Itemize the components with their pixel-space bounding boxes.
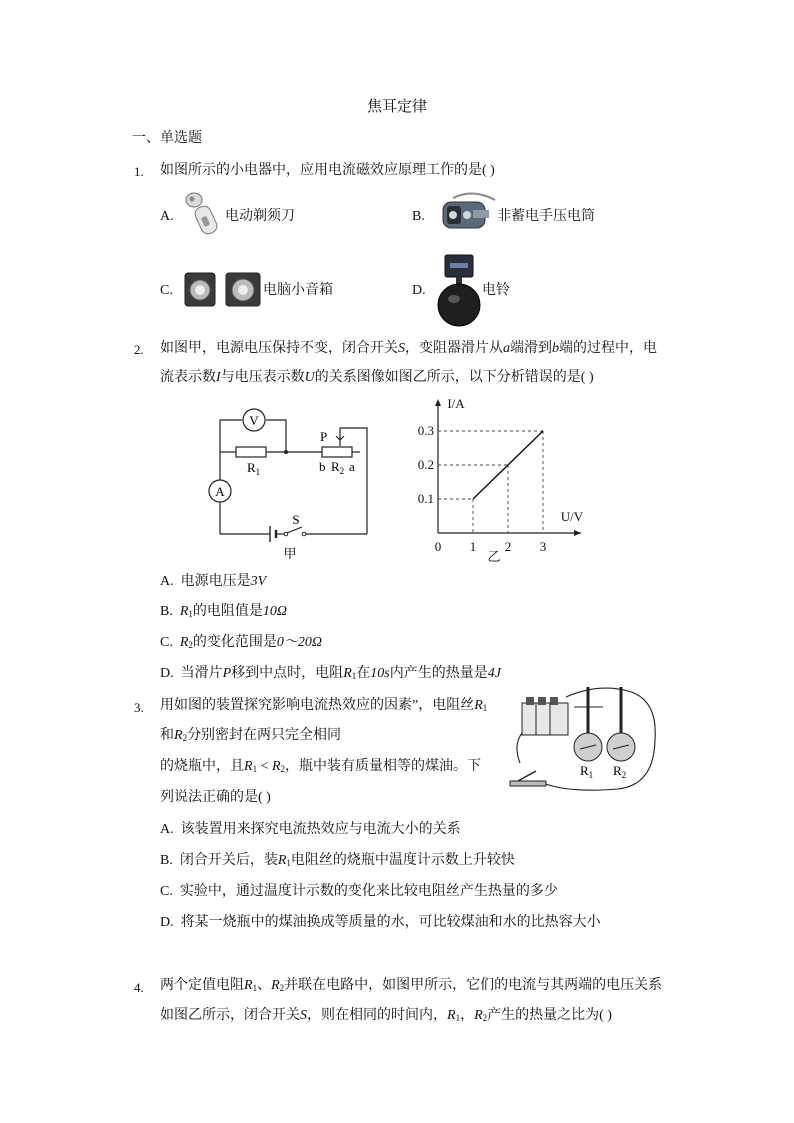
q3-option-a: A. 该装置用来探究电流热效应与电流大小的关系 (160, 822, 461, 837)
x-tick-label-3: 3 (539, 539, 547, 554)
origin-label: 0 (434, 539, 442, 554)
q1-option-b-text: 非蓄电手压电筒 (497, 209, 595, 224)
flask-r2-label: $R_2$ (613, 763, 627, 780)
q1-number: 1. (134, 164, 144, 179)
chart-caption: 乙 (487, 549, 501, 563)
electric-shaver-icon (180, 190, 226, 240)
switch-label: S (292, 512, 300, 527)
q2-option-a: A. 电源电压是3V (160, 574, 267, 589)
circuit-diagram-jia (200, 400, 380, 565)
q4-stem-line1: 两个定值电阻$R_1$、$R_2$并联在电路中，如图甲所示，它们的电流与其两端的电压关系 (160, 978, 663, 993)
knife-switch (510, 771, 546, 786)
q2-stem-line1: 如图甲，电源电压保持不变，闭合开关S，变阻器滑片从a端滑到b端的过程中，电 (160, 341, 657, 356)
q1-stem: 如图所示的小电器中，应用电流磁效应原理工作的是( ) (160, 163, 495, 178)
q1-option-b-letter: B. (412, 209, 425, 224)
q3-stem-line1: 用如图的装置探究影响电流热效应的因素”，电阻丝$R_1$ (160, 698, 488, 713)
y-tick-label-1: 0.1 (417, 491, 434, 506)
r1-label: $R_1$ (247, 460, 261, 477)
rheostat-r2 (322, 447, 352, 457)
series-line (473, 431, 543, 499)
q3-option-b: B. 闭合开关后，装$R_1$电阻丝的烧瓶中温度计示数上升较快 (160, 853, 515, 868)
end-a-label: a (349, 459, 355, 474)
q4-number: 4. (134, 980, 144, 995)
q1-option-d-text: 电铃 (482, 283, 510, 298)
q1-option-c-letter: C. (160, 283, 173, 298)
y-axis-arrow (435, 399, 441, 406)
x-axis-label: U/V (560, 509, 584, 524)
q1-option-a-letter: A. (160, 209, 174, 224)
q1-option-a-text: 电动剃须刀 (225, 209, 295, 224)
q3-option-d: D. 将某一烧瓶中的煤油换成等质量的水，可比较煤油和水的比热容大小 (160, 915, 601, 930)
r2-label: $R_2$ (331, 459, 345, 476)
q2-option-b: B. $R_1$的电阻值是10Ω (160, 604, 288, 619)
computer-speaker-icon (184, 271, 264, 309)
q3-stem-line3: 的烧瓶中，且$R_1 < R_2$，瓶中装有质量相等的煤油。下 (160, 759, 482, 774)
slider-label: P (320, 429, 328, 444)
iu-graph-yi (415, 393, 600, 563)
electric-bell-icon (436, 253, 482, 327)
q1-option-d-letter: D. (412, 283, 426, 298)
battery-pack (522, 697, 568, 735)
svg-text:V: V (249, 413, 259, 428)
x-axis-arrow (574, 530, 581, 536)
q3-option-c: C. 实验中，通过温度计示数的变化来比较电阻丝产生热量的多少 (160, 884, 558, 899)
circuit-caption: 甲 (283, 546, 297, 561)
flask-r2 (607, 687, 635, 761)
x-tick-label-1: 1 (469, 539, 477, 554)
q3-number: 3. (134, 700, 144, 715)
q4-stem-line2: 如图乙所示，闭合开关S，则在相同的时间内，$R_1$，$R_2$产生的热量之比为( ) (160, 1008, 612, 1023)
q2-option-d: D. 当滑片P移到中点时，电阻$R_1$在10s内产生的热量是4J (160, 666, 501, 681)
q3-stem-line4: 列说法正确的是( ) (160, 790, 271, 805)
q2-option-c: C. $R_2$的变化范围是0～20Ω (160, 635, 323, 650)
y-tick-label-2: 0.2 (417, 457, 434, 472)
end-b-label: b (319, 459, 326, 474)
resistor-r1 (236, 447, 266, 457)
x-tick-label-2: 2 (504, 539, 512, 554)
q3-stem-line2: 和$R_2$分别密封在两只完全相同 (160, 728, 342, 743)
y-axis-label: I/A (447, 396, 465, 411)
q1-option-c-text: 电脑小音箱 (263, 283, 333, 298)
page-title: 焦耳定律 (366, 99, 427, 115)
switch (287, 527, 302, 533)
heating-apparatus-figure (508, 685, 663, 797)
svg-text:A: A (215, 484, 225, 499)
flask-r1-label: $R_1$ (580, 763, 594, 780)
q2-number: 2. (134, 342, 144, 357)
flask-r1 (574, 687, 602, 761)
y-tick-label-3: 0.3 (417, 423, 434, 438)
q2-stem-line2: 流表示数I与电压表示数U的关系图像如图乙所示，以下分析错误的是( ) (160, 370, 594, 385)
hand-press-flashlight-icon (433, 190, 497, 236)
section-heading: 一、单选题 (132, 131, 202, 146)
